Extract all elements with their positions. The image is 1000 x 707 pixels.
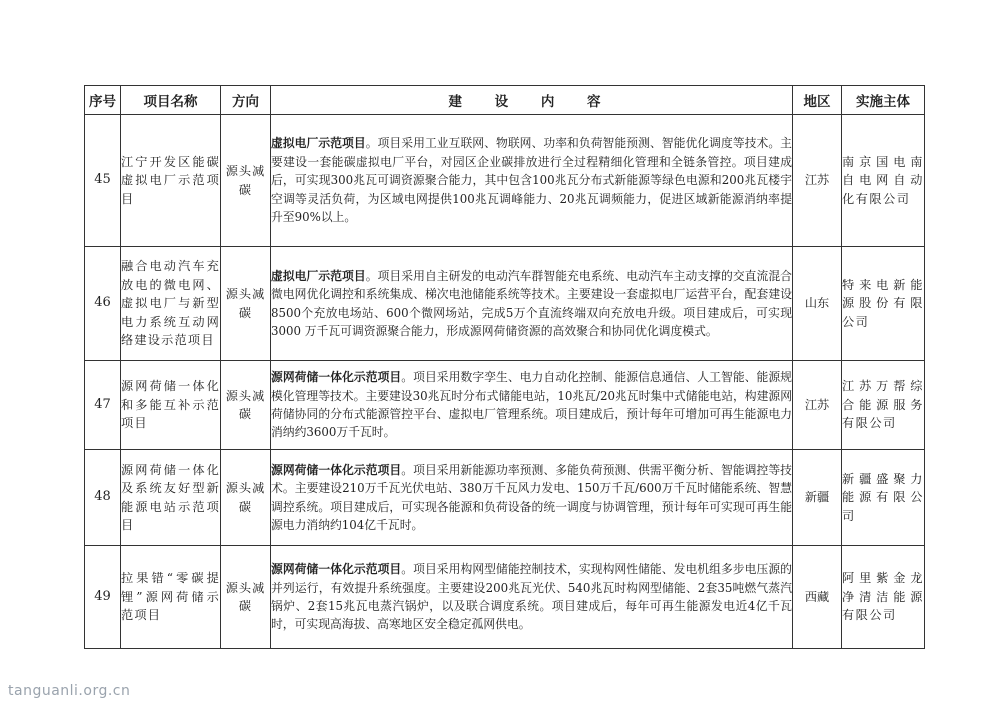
- content-body: 。项目采用新能源功率预测、多能负荷预测、供需平衡分析、智能调控等技术。主要建设210万千瓦光伏电站、380万千瓦风力发电、150万千瓦/600万千瓦时储能系统、智慧调控系统。项目建成后，可实现各能源和负荷设备的统一调度与协调管理，预计每年可实现可再生能源电力消纳约104亿千瓦时。: [271, 462, 792, 532]
- project-direction: 源头减碳: [221, 450, 271, 546]
- project-name: 江宁开发区能碳虚拟电厂示范项目: [121, 115, 221, 247]
- header-content: 建 设 内 容: [271, 86, 793, 115]
- row-index: 45: [85, 115, 121, 247]
- table-row: [85, 247, 925, 361]
- content-body: 。项目采用工业互联网、物联网、功率和负荷智能预测、智能优化调度等技术。主要建设一套能碳虚拟电厂平台，对园区企业碳排放进行全过程精细化管理和全链条管控。项目建成后，可实现300兆瓦可调资源聚合能力，其中包含100兆瓦分布式新能源等绿色电源和200兆瓦楼宇空调等灵活负荷，为区域电网提供100兆瓦调峰能力、20兆瓦调频能力，促进区域新能源消纳率提升至90%以上。: [271, 136, 792, 225]
- content-lead: 源网荷储一体化示范项目: [271, 562, 402, 577]
- project-content: [271, 115, 793, 247]
- project-direction: 源头减碳: [221, 361, 271, 450]
- content-body: 。项目采用构网型储能控制技术，实现构网性储能、发电机组多步电压源的并列运行，有效提升系统强度。主要建设200兆瓦光伏、540兆瓦时构网型储能、2套35吨燃气蒸汽锅炉、2套15兆瓦电蒸汽锅炉，以及联合调度系统。项目建成后，每年可再生能源发电近4亿千瓦时，可实现高海拔、高寒地区安全稳定孤网供电。: [271, 562, 792, 632]
- content-body: 。项目采用自主研发的电动汽车群智能充电系统、电动汽车主动支撑的交直流混合微电网优化调控和系统集成、梯次电池储能系统等技术。主要建设一套虚拟电厂运营平台，配套建设8500个充放电场站、600个微网场站，完成5万个直流终端双向充放电升级。项目建成后，可实现 3000 万千瓦可调资源聚合能力，形成源网荷储资源的高效聚合和协同优化调度模式。: [271, 268, 792, 338]
- watermark-text: tanguanli.org.cn: [8, 683, 131, 699]
- content-lead: 虚拟电厂示范项目: [271, 136, 366, 151]
- project-name: 源网荷储一体化及系统友好型新能源电站示范项目: [121, 450, 221, 546]
- project-entity: 南京国电南自电网自动化有限公司: [842, 115, 925, 247]
- content-body: 。项目采用数字孪生、电力自动化控制、能源信息通信、人工智能、能源规模化管理等技术。主要建设30兆瓦时分布式储能电站，10兆瓦/20兆瓦时集中式储能电站，构建源网荷储协同的分布式能源管控平台、虚拟电厂管理系统。项目建成后，预计每年可增加可再生能源电力消纳约3600万千瓦时。: [271, 370, 792, 440]
- project-content: [271, 361, 793, 450]
- table-row: [85, 361, 925, 450]
- project-entity: 特来电新能源股份有限公司: [842, 247, 925, 361]
- project-name: 源网荷储一体化和多能互补示范项目: [121, 361, 221, 450]
- header-entity: 实施主体: [842, 86, 925, 115]
- project-direction: 源头减碳: [221, 115, 271, 247]
- content-lead: 源网荷储一体化示范项目: [271, 370, 402, 385]
- project-region: 江苏: [793, 115, 842, 247]
- project-name: 融合电动汽车充放电的微电网、虚拟电厂与新型电力系统互动网络建设示范项目: [121, 247, 221, 361]
- project-name: 拉果错“零碳提锂”源网荷储示范项目: [121, 546, 221, 649]
- project-content: [271, 450, 793, 546]
- table-row: [85, 450, 925, 546]
- header-name: 项目名称: [121, 86, 221, 115]
- table-header-row: [85, 86, 925, 115]
- project-entity: 新疆盛聚力能源有限公司: [842, 450, 925, 546]
- project-direction: 源头减碳: [221, 546, 271, 649]
- project-entity: 江苏万帮综合能源服务有限公司: [842, 361, 925, 450]
- project-table: [84, 85, 925, 649]
- project-region: 江苏: [793, 361, 842, 450]
- row-index: 47: [85, 361, 121, 450]
- row-index: 48: [85, 450, 121, 546]
- project-region: 山东: [793, 247, 842, 361]
- content-lead: 虚拟电厂示范项目: [271, 268, 366, 283]
- table-row: [85, 546, 925, 649]
- project-entity: 阿里紫金龙净清洁能源有限公司: [842, 546, 925, 649]
- header-direction: 方向: [221, 86, 271, 115]
- content-lead: 源网荷储一体化示范项目: [271, 462, 402, 477]
- project-content: [271, 546, 793, 649]
- project-direction: 源头减碳: [221, 247, 271, 361]
- project-region: 西藏: [793, 546, 842, 649]
- project-region: 新疆: [793, 450, 842, 546]
- header-region: 地区: [793, 86, 842, 115]
- header-index: 序号: [85, 86, 121, 115]
- table-row: [85, 115, 925, 247]
- row-index: 49: [85, 546, 121, 649]
- row-index: 46: [85, 247, 121, 361]
- project-content: [271, 247, 793, 361]
